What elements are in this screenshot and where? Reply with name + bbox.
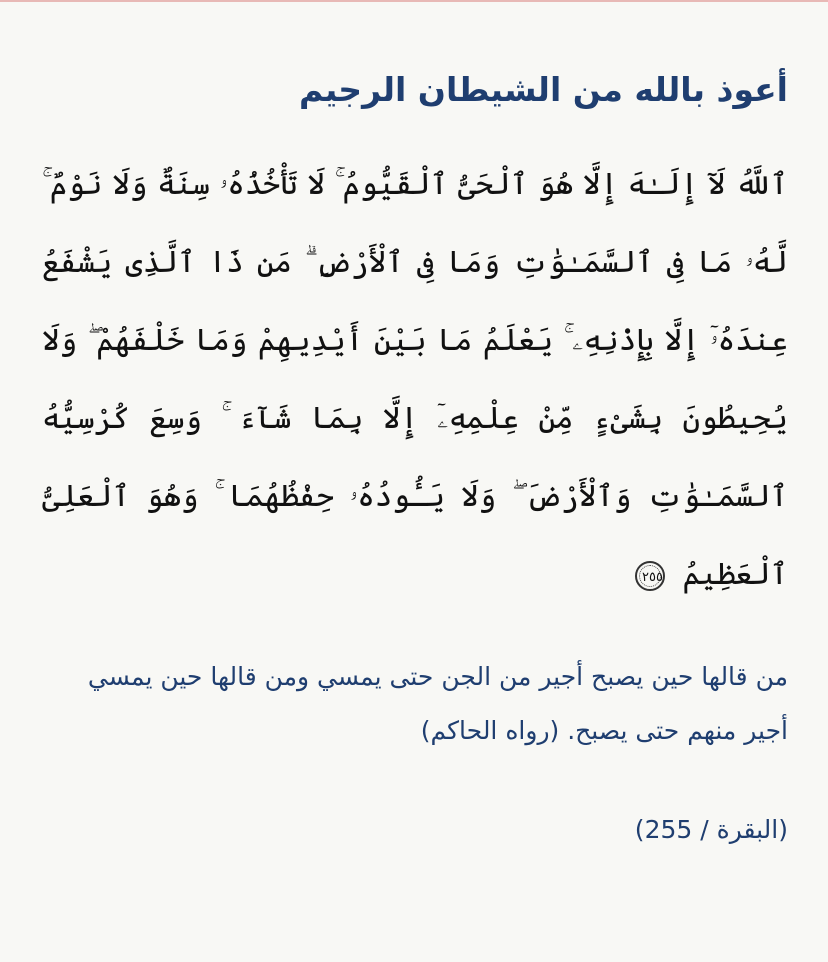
top-divider [0,0,828,2]
surah-reference: (البقرة / 255) [634,815,788,844]
verse-text: ٱللَّهُ لَآ إِلَـٰهَ إِلَّا هُوَ ٱلْحَىُّ ٱلْقَيُّومُ ۚ لَا تَأْخُذُهُۥ سِنَةٌ وَلَا نَوْمٌ ۚ لَّهُۥ مَا فِى ٱلسَّمَـٰوَٰتِ وَمَا فِى ٱلْأَرْضِ ۗ مَن ذَا ٱلَّذِى يَشْفَعُ عِندَهُۥٓ إِلَّا بِإِذْنِهِۦ ۚ يَعْلَمُ مَا بَيْنَ أَيْدِيهِمْ وَمَا خَلْفَهُمْ ۖ وَلَا يُحِيطُونَ بِشَىْءٍ مِّنْ عِلْمِهِۦٓ إِلَّا بِمَا شَآءَ ۚ وَسِعَ كُرْسِيُّهُ ٱلسَّمَـٰوَٰتِ وَٱلْأَرْضَ ۖ وَلَا يَـُٔودُهُۥ حِفْظُهُمَا ۚ وَهُوَ ٱلْعَلِىُّ ٱلْعَظِيمُ [42,167,788,592]
content [42,62,788,844]
hadith-text: من قالها حين يصبح أجير من الجن حتى يمسي ومن قالها حين يمسي أجير منهم حتى يصبح. (رواه الحاكم) [87,662,788,745]
isti-adha-heading: أعوذ بالله من الشيطان الرجيم [298,70,788,109]
ayat-al-kursi-verse [42,146,788,614]
ayah-number-marker: ٢٥٥ [635,561,665,591]
